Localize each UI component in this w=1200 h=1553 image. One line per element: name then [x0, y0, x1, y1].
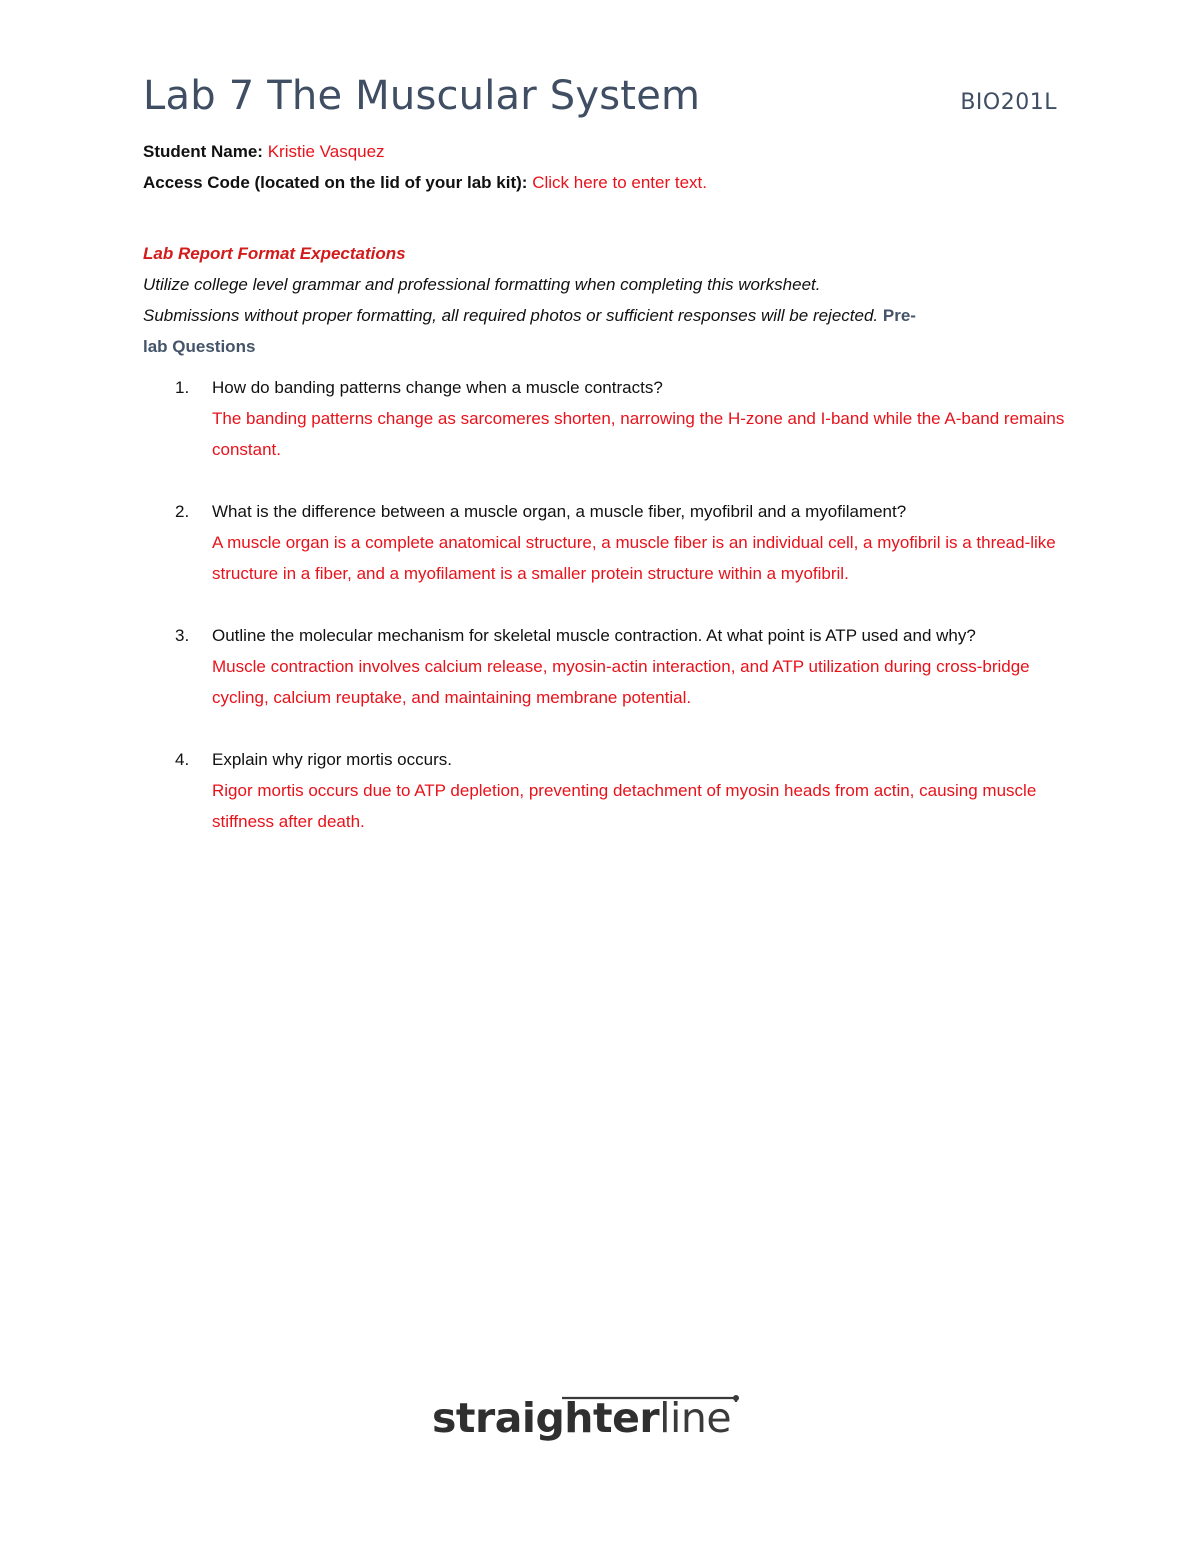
- answer-text[interactable]: Muscle contraction involves calcium release, myosin-actin interaction, and ATP utilization during cross-bridge cycling, calcium reuptake, and maintaining membrane potential.: [212, 657, 1030, 707]
- prelab-heading-part2: lab Questions: [143, 337, 256, 356]
- prelab-heading-part1: Pre-: [882, 306, 916, 325]
- student-name-value[interactable]: Kristie Vasquez: [267, 142, 385, 161]
- document-title: Lab 7 The Muscular System: [143, 73, 701, 119]
- question-item-3: [143, 620, 1073, 713]
- question-item-1: [143, 372, 1073, 465]
- expectations-line-2: Submissions without proper formatting, all required photos or sufficient responses will be rejected.: [143, 306, 879, 325]
- expectations-line-1: Utilize college level grammar and professional formatting when completing this worksheet.: [143, 275, 821, 294]
- question-text: How do banding patterns change when a muscle contracts?: [212, 378, 663, 397]
- expectations-line-2-wrap: [143, 300, 1063, 331]
- question-text: Explain why rigor mortis occurs.: [212, 750, 452, 769]
- logo-wordmark-light: line: [659, 1394, 732, 1442]
- question-number: 3.: [175, 626, 190, 645]
- student-name-label: Student Name:: [143, 142, 263, 161]
- course-code: BIO201L: [960, 90, 1057, 115]
- answer-text[interactable]: The banding patterns change as sarcomeres shorten, narrowing the H-zone and I-band while the A-band remains constant.: [212, 409, 1065, 459]
- answer-text[interactable]: A muscle organ is a complete anatomical structure, a muscle fiber is an individual cell, a myofibril is a thread-like structure in a fiber, and a myofilament is a smaller protein structure within a myofibril.: [212, 533, 1056, 583]
- question-item-2: [143, 496, 1073, 589]
- question-item-4: [143, 744, 1073, 837]
- expectations-heading: Lab Report Format Expectations: [143, 244, 406, 263]
- question-text: What is the difference between a muscle organ, a muscle fiber, myofibril and a myofilament?: [212, 502, 907, 521]
- question-number: 4.: [175, 750, 190, 769]
- logo-wordmark-bold: straighter: [432, 1394, 660, 1442]
- prelab-question-list: [143, 372, 1073, 868]
- student-info: [143, 136, 1063, 198]
- format-expectations: [143, 238, 1063, 362]
- access-code-label: Access Code (located on the lid of your lab kit):: [143, 173, 528, 192]
- question-text: Outline the molecular mechanism for skeletal muscle contraction. At what point is ATP used and why?: [212, 626, 976, 645]
- logo-wordmark: [432, 1394, 731, 1442]
- straighterline-logo: [432, 1392, 762, 1456]
- access-code-field[interactable]: Click here to enter text.: [532, 173, 707, 192]
- question-number: 2.: [175, 502, 190, 521]
- student-name-line: [143, 136, 1063, 167]
- question-number: 1.: [175, 378, 190, 397]
- answer-text[interactable]: Rigor mortis occurs due to ATP depletion, preventing detachment of myosin heads from actin, causing muscle stiffness after death.: [212, 781, 1037, 831]
- access-code-line: [143, 167, 1063, 198]
